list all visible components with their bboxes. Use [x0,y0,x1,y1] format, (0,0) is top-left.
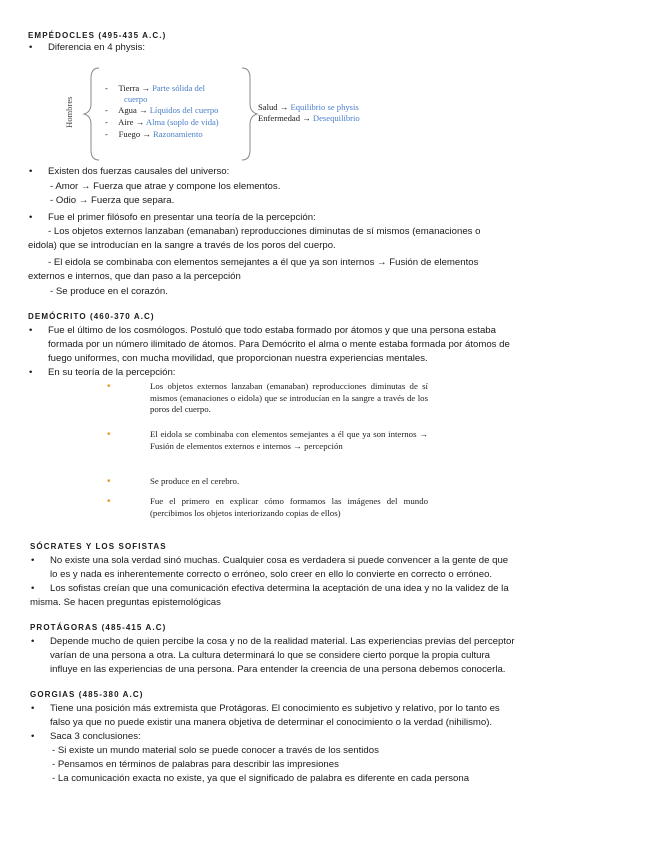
bullet-glyph: • [29,212,33,223]
enfermedad-row: Enfermedad → Desequilibrio [258,113,360,123]
physis-row-tierra-cont: cuerpo [124,94,148,104]
democrito-sub-4: Fue el primero en explicar cómo formamos las imágenes del mundo (percibimos los objetos interiorizando copias de ellos) [150,496,428,518]
salud-row: Salud → Equilibrio se physis [258,102,359,112]
gorgias-line-1: Tiene una posición más extremista que Protágoras. El conocimiento es subjetivo y relativo, por lo tanto es [50,703,500,714]
democrito-line-2: formada por un número ilimitado de átomos. Para Demócrito el alma o mente estaba formada por átomos de [48,339,510,350]
percepcion-line-1b: eidola) que se introducían en la sangre a través de los poros del cuerpo. [28,240,336,251]
odio-line: - Odio → Fuerza que separa. [50,195,175,206]
orange-bullet: • [107,496,111,507]
gorgias-line-2: falso ya que no puede existir una manera objetiva de determinar el conocimiento o la verdad (nihilismo). [50,717,493,728]
protagoras-heading: PROTÁGORAS (485-415 A.C) [30,623,167,632]
protagoras-line-1: Depende mucho de quien percibe la cosa y no de la realidad material. Las experiencias previas del perceptor [50,636,515,647]
socrates-heading: SÓCRATES Y LOS SOFISTAS [30,542,167,551]
percepcion-line-1a: - Los objetos externos lanzaban (emanaban) reproducciones diminutas de sí mismos (emanaciones o [48,226,481,237]
bullet-glyph: • [31,583,35,594]
hombres-label: Hombres [64,96,74,128]
bullet-glyph: • [31,555,35,566]
democrito-heading: DEMÓCRITO (460-370 A.C) [28,312,155,321]
physis-row-aire: - Aire → Alma (soplo de vida) [105,117,219,127]
socrates-line-2: lo es y nada es inherentemente correcto o erróneo, solo creer en ello lo convierte en correcto o erróneo. [50,569,493,580]
gorgias-heading: GORGIAS (485-380 A.C) [30,690,144,699]
democrito-line-3: fuego uniformes, con mucha movilidad, que proporcionan nuestra experiencias mentales. [48,353,428,364]
protagoras-line-3: influye en las experiencias de una persona. Para entender la creencia de una persona debemos conocerla. [50,664,506,675]
gorgias-conclusion-1: - Si existe un mundo material solo se puede conocer a través de los sentidos [52,745,379,756]
percepcion-line-3: - Se produce en el corazón. [50,286,168,297]
bullet-glyph: • [29,325,33,336]
amor-line: - Amor → Fuerza que atrae y compone los elementos. [50,181,281,192]
gorgias-conclusiones: Saca 3 conclusiones: [50,731,141,742]
democrito-sub-2: El eidola se combinaba con elementos semejantes a él que ya son internos → Fusión de elementos externos e internos → percepción [150,429,428,451]
percepcion-line-2a: - El eidola se combinaba con elementos semejantes a él que ya son internos → Fusión de elementos [48,257,479,268]
empedocles-bullet-physis: Diferencia en 4 physis: [48,42,146,53]
physis-row-agua: - Agua → Líquidos del cuerpo [105,105,219,115]
orange-bullet: • [107,381,111,392]
democrito-sub-3: Se produce en el cerebro. [150,476,240,486]
empedocles-bullet-fuerzas: Existen dos fuerzas causales del universo: [48,166,230,177]
gorgias-conclusion-2: - Pensamos en términos de palabras para describir las impresiones [52,759,339,770]
protagoras-line-2: varían de una persona a otra. La cultura determinará lo que se considere cierto porque la propia cultura [50,650,490,661]
empedocles-bullet-percepcion: Fue el primer filósofo en presentar una teoría de la percepción: [48,212,316,223]
gorgias-conclusion-3: - La comunicación exacta no existe, ya que el significado de palabra es diferente en cada persona [52,773,470,784]
physis-row-fuego: - Fuego → Razonamiento [105,129,203,139]
bullet-glyph: • [31,636,35,647]
bullet-glyph: • [31,703,35,714]
physis-row-tierra: - Tierra → Parte sólida del [105,83,206,93]
bullet-glyph: • [29,42,33,53]
right-brace [242,68,257,160]
orange-bullet: • [107,476,111,487]
bullet-glyph: • [29,367,33,378]
bullet-glyph: • [31,731,35,742]
bullet-glyph: • [29,166,33,177]
socrates-line-4: misma. Se hacen preguntas epistemológicas [30,597,221,608]
democrito-sub-1: Los objetos externos lanzaban (emanaban) reproducciones diminutas de sí mismos (emanaciones o eidola) que se introducían en la sangre a través de los poros del cuerpo. [150,381,428,414]
socrates-line-1: No existe una sola verdad sinó muchas. Cualquier cosa es verdadera si puede convencer a la gente de que [50,555,509,566]
left-brace [84,68,99,160]
empedocles-heading: EMPÉDOCLES (495-435 A.C.) [28,31,167,40]
orange-bullet: • [107,429,111,440]
democrito-percepcion: En su teoría de la percepción: [48,367,176,378]
physis-diagram [62,66,382,162]
democrito-line-1: Fue el último de los cosmólogos. Postuló que todo estaba formado por átomos y que una persona estaba [48,325,496,336]
percepcion-line-2b: externos e internos, que dan paso a la percepción [28,271,241,282]
socrates-line-3: Los sofistas creían que una comunicación efectiva determina la aceptación de una idea y no la validez de la [50,583,509,594]
